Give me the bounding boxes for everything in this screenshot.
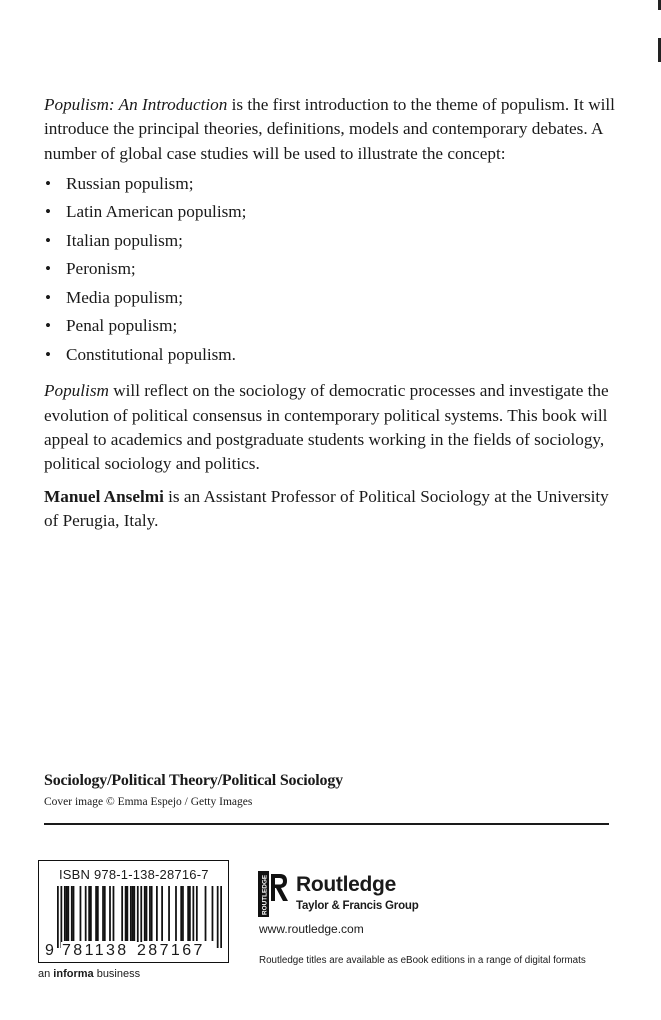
barcode-bar [60,886,62,948]
barcode-bar [90,886,92,941]
barcode-bar [113,886,115,941]
ebook-availability-note: Routledge titles are available as eBook editions in a range of digital formats [259,955,586,966]
ean-left-group: 781138 [62,942,129,959]
summary-text: will reflect on the sociology of democratic processes and investigate the evolution of political consensus in contemporary political systems. This book will appeal to academics and postgraduate students working in the fields of sociology, political sociology and politics. [44,381,609,474]
barcode-bar [130,886,132,941]
barcode-bar [149,886,151,941]
barcode-bar [175,886,177,941]
barcode-bar [140,886,142,948]
ean-first-digit: 9 [45,942,54,959]
list-item: • Constitutional populism. [44,343,624,372]
ean-right-group: 287167 [137,942,205,959]
divider [44,823,609,825]
logo-vertical-wordmark: ROUTLEDGE [261,874,269,915]
barcode-bar [104,886,106,941]
barcode-bar [168,886,170,941]
list-item: • Latin American populism; [44,200,624,229]
list-item: • Italian populism; [44,229,624,258]
author-name: Manuel Anselmi [44,486,164,506]
author-paragraph [44,485,624,534]
list-item: • Peronism; [44,257,624,286]
barcode-bar [217,886,219,948]
barcode-bar [212,886,214,941]
barcode-bar [189,886,191,941]
barcode-bar [88,886,90,941]
barcode-bar [180,886,182,941]
barcode-bar [137,886,139,948]
barcode-bar [64,886,66,941]
barcode-bar [67,886,69,941]
barcode-bar [192,886,194,941]
barcode-bar [187,886,189,941]
barcode-bar [126,886,128,941]
subject-categories: Sociology/Political Theory/Political Sociology [44,772,343,789]
author-bio: is an Assistant Professor of Political Sociology at the University of Perugia, Italy. [44,486,609,530]
case-study-list [44,172,624,372]
barcode-bar [146,886,148,941]
barcode-bar [161,886,163,941]
list-item: • Media populism; [44,286,624,315]
summary-paragraph [44,379,624,476]
informa-brand: informa [53,968,94,980]
barcode-bar [73,886,75,941]
barcode-bar [133,886,135,941]
barcode-bar [57,886,59,948]
list-item: • Penal populism; [44,314,624,343]
book-title-italic: Populism: An Introduction [44,95,228,114]
barcode-bar [109,886,111,941]
routledge-logo-icon [258,871,288,917]
barcode-bar [102,886,104,941]
barcode-bars [57,886,222,948]
barcode-bar [80,886,82,941]
barcode-bar [121,886,123,941]
barcode-bar [85,886,87,941]
publisher-group: Taylor & Francis Group [296,900,419,912]
list-item: • Russian populism; [44,172,624,201]
barcode-bar [71,886,73,941]
barcode-bar [144,886,146,941]
barcode-bar [220,886,222,948]
barcode-bar [196,886,198,941]
barcode-bar [125,886,127,941]
barcode-bar [182,886,184,941]
short-title-italic: Populism [44,381,109,401]
informa-business-tagline [38,968,140,980]
barcode-bar [156,886,158,941]
barcode-bar [97,886,99,941]
barcode-bar [205,886,207,941]
book-description [44,93,624,533]
isbn-barcode [38,860,229,963]
barcode-bar [151,886,153,941]
informa-prefix: an [38,968,54,980]
barcode-bar [66,886,68,941]
cover-image-credit: Cover image © Emma Espejo / Getty Images [44,796,253,808]
publisher-name: Routledge [296,873,396,896]
isbn-label: ISBN 978-1-138-28716-7 [59,867,209,882]
publisher-url[interactable]: www.routledge.com [259,922,364,936]
intro-paragraph [44,93,624,166]
informa-suffix: business [93,968,141,980]
intro-text: is the first introduction to the theme of populism. It will introduce the principal theories, definitions, models and contemporary debates. A number of global case studies will be used to illustrate the concept: [44,95,615,163]
barcode-bar [132,886,134,941]
barcode-bar [95,886,97,941]
